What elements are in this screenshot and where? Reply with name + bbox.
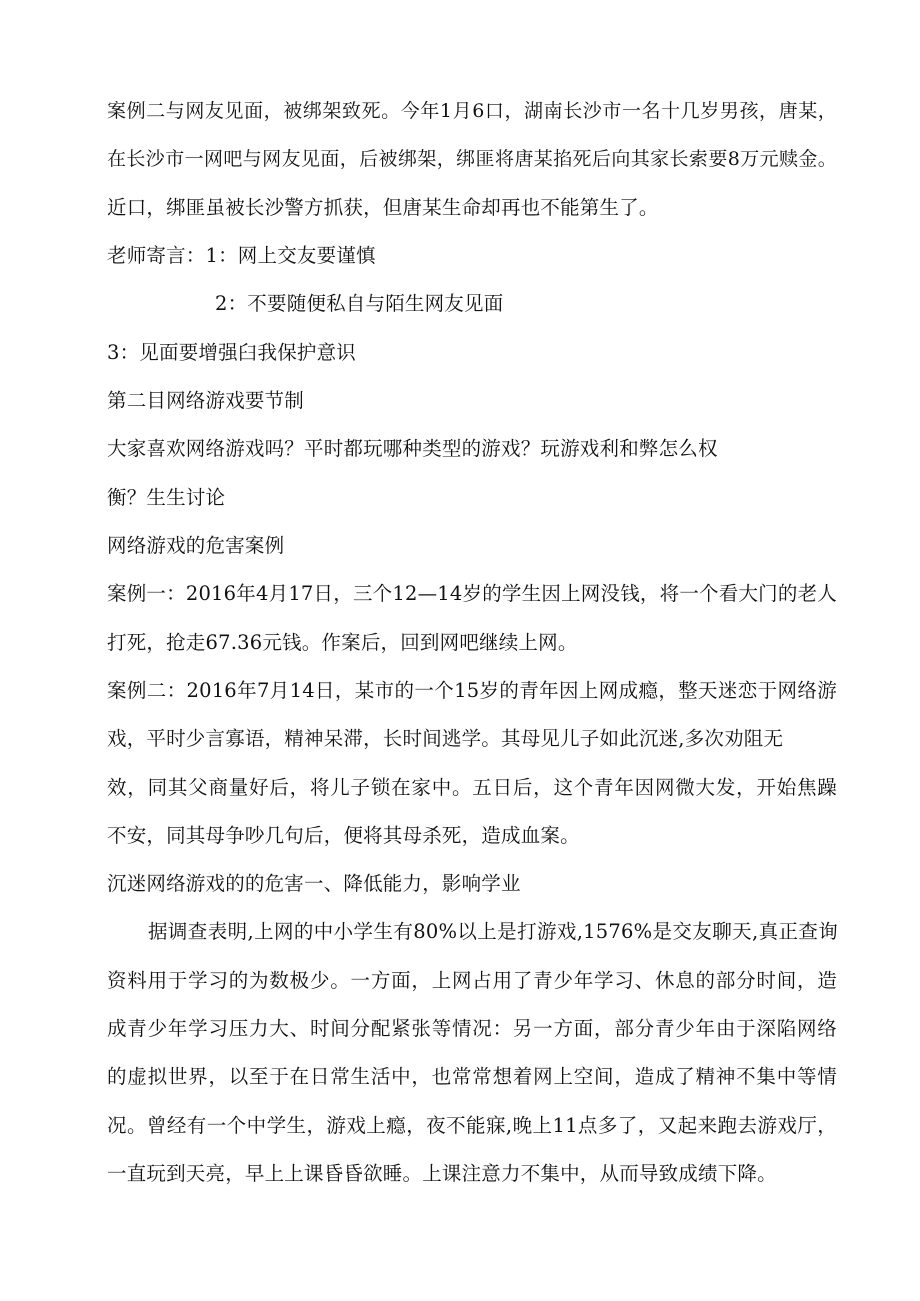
text-line-15: 效，同其父商量好后，将儿子锁在家中。五日后，这个青年因网微大发，开始焦躁 [107,776,837,799]
text-line-14: 戏，平时少言寡语，精神呆滞，长时间逃学。其母见儿子如此沉迷,多次劝阻无 [107,727,784,750]
text-line-5: 2：不要随便私自与陌生网友见面 [215,292,504,315]
text-line-8: 大家喜欢网络游戏吗？平时都玩哪种类型的游戏？玩游戏利和弊怎么权 [107,437,718,460]
text-line-2: 在长沙市一网吧与网友见面，后被绑架，绑匪将唐某掐死后向其家长索要8万元赎金。 [107,148,837,170]
text-line-19: 资料用于学习的为数极少。一方面，上网占用了青少年学习、休息的部分时间，造 [107,969,837,992]
text-line-16: 不安，同其母争吵几句后，便将其母杀死，造成血案。 [107,824,580,847]
text-line-1: 案例二与网友见面，被绑架致死。今年1月6口，湖南长沙市一名十几岁男孩，唐某， [107,100,837,122]
text-line-20: 成青少年学习压力大、时间分配紧张等情况：另一方面，部分青少年由于深陷网络 [107,1017,837,1040]
subheading-cases: 网络游戏的危害案例 [107,534,285,557]
text-line-18: 据调查表明,上网的中小学生有80%以上是打游戏,1576%是交友聊天,真正查询 [148,920,838,943]
text-line-4: 老师寄言：1：网上交友要谨慎 [107,244,376,267]
subheading-harm: 沉迷网络游戏的的危害一、降低能力，影响学业 [107,872,521,895]
section-heading: 第二目网络游戏要节制 [107,389,305,412]
text-line-3: 近口，绑匪虽被长沙警方抓获，但唐某生命却再也不能第生了。 [107,196,659,219]
text-line-9: 衡？生生讨论 [107,486,226,509]
text-line-6: 3：见面要增强臼我保护意识 [107,341,357,364]
text-line-22: 况。曾经有一个中学生，游戏上瘾，夜不能寐,晚上11点多了，又起来跑去游戏厅， [107,1114,837,1137]
text-line-23: 一直玩到天亮，早上上课昏昏欲睡。上课注意力不集中，从而导致成绩下降。 [107,1162,777,1185]
text-line-21: 的虚拟世界，以至于在日常生活中，也常常想着网上空间，造成了精神不集中等情 [107,1065,837,1088]
text-line-13: 案例二：2016年7月14日，某市的一个15岁的青年因上网成瘾，整天迷恋于网络游 [107,679,837,702]
text-line-11: 案例一：2016年4月17日，三个12—14岁的学生因上网没钱，将一个看大门的老人 [107,582,837,605]
text-line-12: 打死，抢走67.36元钱。作案后，回到网吧继续上网。 [107,631,578,654]
